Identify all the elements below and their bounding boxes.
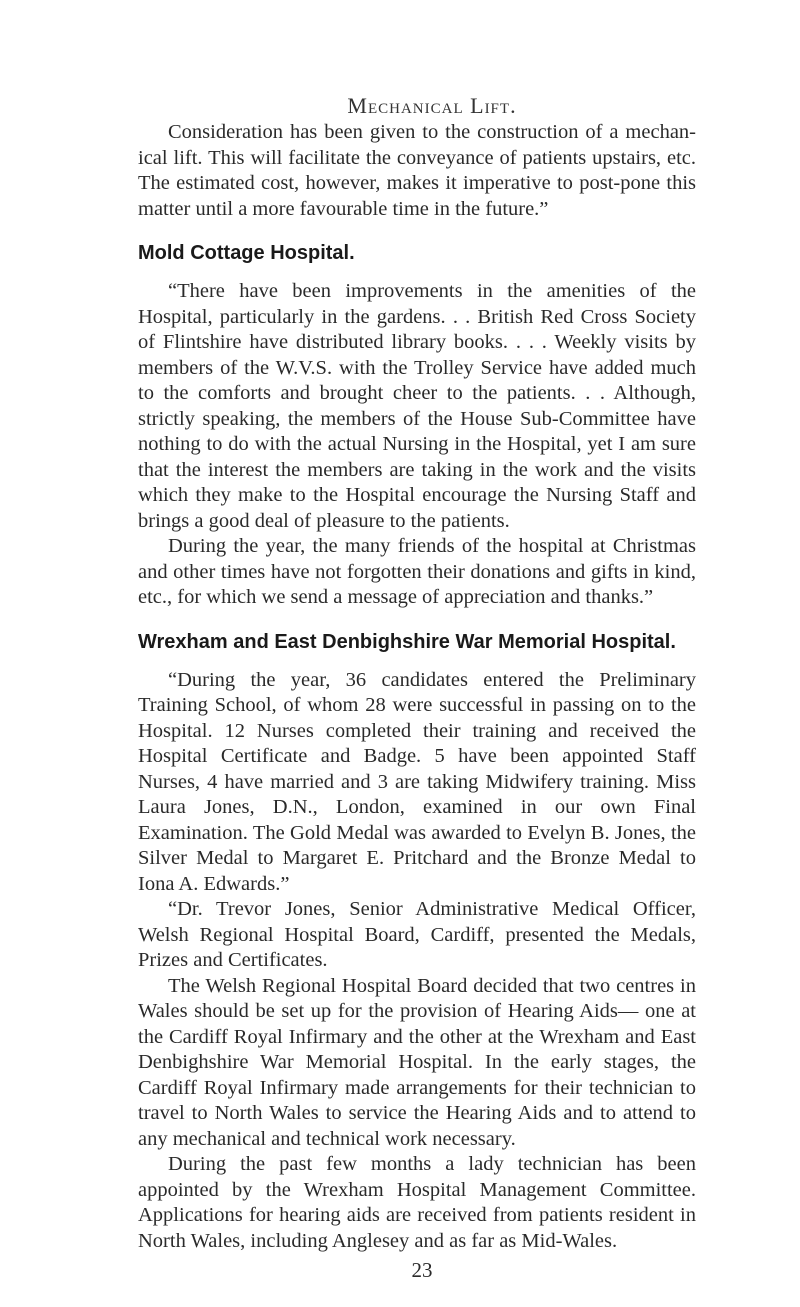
wrexham-heading: Wrexham and East Denbighshire War Memorial Hospital. <box>138 630 676 653</box>
wrexham-paragraph-3: The Welsh Regional Hospital Board decided that two centres in Wales should be set up for the provision of Hearing Aids— one at the Cardiff Royal Infirmary and the other at the Wrexham and East Denbighshire War Memorial Hospital. In the early stages, the Cardiff Royal Infirmary made arrangements for their technician to travel to North Wales to service the Hearing Aids and to attend to any mechanical and technical work necessary. <box>138 974 696 1150</box>
mold-paragraph-1: “There have been improvements in the amenities of the Hospital, particularly in the gardens. . . British Red Cross Society of Flintshire have distributed library books. . . . Weekly visits by members of the W.V.S. with the Trolley Service have added much to the comforts and brought cheer to the patients. . . Although, strictly speaking, the members of the House Sub-Committee have nothing to do with the actual Nursing in the Hospital, yet I am sure that the interest the members are taking in the work and the visits which they make to the Hospital encourage the Nursing Staff and brings a good deal of pleasure to the patients. <box>138 280 696 532</box>
section-title: Mechanical Lift. <box>347 93 517 118</box>
document-page <box>138 92 696 1283</box>
page-number: 23 <box>411 1258 433 1282</box>
mold-paragraph-2: During the year, the many friends of the hospital at Christmas and other times have not forgotten their donations and gifts in kind, etc., for which we send a message of appreciation and thanks.” <box>138 535 696 608</box>
wrexham-paragraph-1: “During the year, 36 candidates entered the Preliminary Training School, of whom 28 were successful in passing on to the Hospital. 12 Nurses completed their training and received the Hospital Certificate and Badge. 5 have been appointed Staff Nurses, 4 have married and 3 are taking Midwifery training. Miss Laura Jones, D.N., London, examined in our own Final Examination. The Gold Medal was awarded to Evelyn B. Jones, the Silver Medal to Margaret E. Pritchard and the Bronze Medal to Iona A. Edwards.” <box>138 668 696 895</box>
wrexham-paragraph-4: During the past few months a lady technician has been appointed by the Wrexham Hospital Management Committee. Applications for hearing aids are received from patients resident in North Wales, including Anglesey and as far as Mid-Wales. <box>138 1153 696 1252</box>
intro-paragraph: Consideration has been given to the construction of a mechan-ical lift. This will facilitate the conveyance of patients upstairs, etc. The estimated cost, however, makes it imperative to post-pone this matter until a more favourable time in the future.” <box>138 121 696 220</box>
mold-heading: Mold Cottage Hospital. <box>138 242 355 264</box>
wrexham-paragraph-2: “Dr. Trevor Jones, Senior Administrative Medical Officer, Welsh Regional Hospital Board, Cardiff, presented the Medals, Prizes and Certificates. <box>138 898 696 971</box>
